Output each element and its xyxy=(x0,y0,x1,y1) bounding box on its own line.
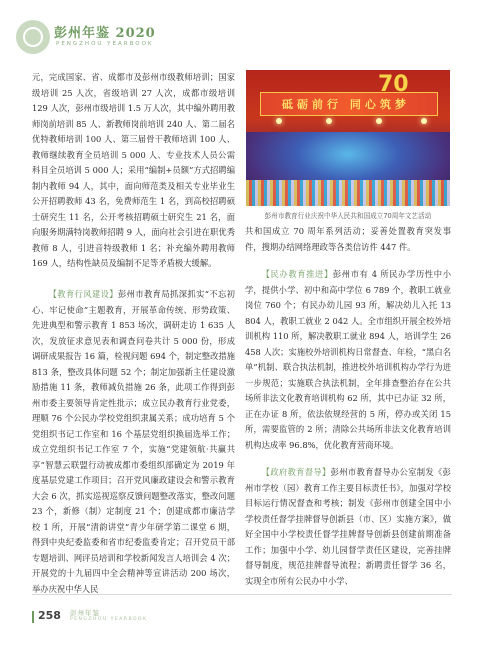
section-tag-education-supervision: 【政府教育督导】 xyxy=(261,467,331,477)
right-column xyxy=(245,224,451,589)
photo-banner-text: 砥砺前行 同心筑梦 xyxy=(282,98,410,111)
footer-subtitle: PENGZHOU YEARBOOK xyxy=(70,617,148,622)
right-paragraph-1: 共和国成立 70 周年系列活动；妥善处置教育突发事件，搜期办结网络理政等各类信访件 447 件。 xyxy=(245,226,451,252)
section-tag-teaching-conduct: 【教育行风建设】 xyxy=(48,289,118,299)
photo-performers xyxy=(246,180,450,206)
event-photo xyxy=(246,70,450,206)
footer-accent-bar xyxy=(32,611,34,623)
stage-light-icon xyxy=(376,118,382,124)
footer-title: 彭州年鉴 xyxy=(70,609,100,617)
left-paragraph-2-text: 彭州市教育局抓深抓实“不忘初心、牢记使命”主题教育，开展革命传统、形势政策、先进典型和警示教育 1 853 场次，调研走访 1 635 人次，发放征求意见表和调查问卷共计 5 000 份，形成调研成果报告 16 篇，检视问题 694 个，制定整改措施 813 条，整改具体问题 52 个；制定加强新主任建设激励措施 11 条，教师减负措施 26 条，此项工作得到彭州市委主要领导肯定性批示；成立民办教育行业党委，理顺 76 个公民办学校党组织隶属关系；成功培育 5 个党组织书记工作室和 16 个基层党组织换届选举工作；成立党组织书记工作室 7 个，实施“党建领航·共赢共享”智慧云联盟行动被成都市委组织部确定为 2019 年度基层党建工作项目；召开党风廉政建设会和警示教育大会 6 次，抓实巡视巡察反馈问题整改落实，整改问题 23 个，新修（制）定制度 21 个；创建成都市廉洁学校 1 所，开展“清韵讲堂”青少年研学第二课堂 6 期，得到中央纪委监委和省市纪委监委肯定；召开党员干部专题培训、网评员培训和学校新闻发言人培训会 4 次；开展党的十九届四中全会精神等宣讲活动 200 场次，举办庆祝中华人民 xyxy=(32,289,235,594)
stage-light-icon xyxy=(326,118,332,124)
left-paragraph-1: 元，完成国家、省、成都市及彭州市级教师培训；国家级培训 25 人次，省级培训 27 人次，成都市级培训 129 人次，彭州市级培训 1.5 万人次，其中编外聘用教师岗前培训 85 人、新教师岗前培训 240 人、第二届名优特教师培训 100 人、第三届骨干教师培训 100 人、教师继续教育全员培训 5 000 人、专业技术人员公需科目全员培训 5 000 人；采用“编制+员额”方式招聘编制内教师 94 人，其中，面向师范类及相关专业毕业生公开招聘教师 43 名，免费师范生 1 名，到高校招聘硕士研究生 11 名，公开考核招聘硕士研究生 21 名，面向服务期满特岗教师招聘 9 人，面向社会引进在职优秀教师 8 人，引进音特级教师 1 名；补充编外聘用教师 169 人，结构性缺员及编制不足等矛盾极大缓解。 xyxy=(32,72,235,268)
left-column xyxy=(32,70,235,597)
yearbook-logo-icon xyxy=(16,20,50,54)
right-paragraph-3-text: 彭州市教育督导办公室制发《彭州市学校（园）教育工作主要目标责任书》，加强对学校目标运行情况督查和考核；制发《彭州市创建全国中小学校责任督学挂牌督导创新县（市、区）实施方案》，做好全国中小学校责任督学挂牌督导创新县创建前期准备工作；加强中小学、幼儿园督学责任区建设，完善挂牌督导制度，规范挂牌督导流程；新聘责任督学 36 名，实现全市所有公民办中小学、 xyxy=(245,467,451,586)
stage-light-icon xyxy=(421,118,427,124)
right-paragraph-2-text: 彭州市有 4 所民办学历性中小学，提供小学、初中和高中学位 6 789 个，教职工就业岗位 760 个；有民办幼儿园 93 所，解决幼儿入托 13 804 人，教职工就业 2 042 人。全市组织开展全校外培训机构 110 所，解决教职工就业 894 人，培训学生 26 458 人次；实施校外培训机构日常督查、年检，“黑白名单”机制、联合执法机制，推进校外培训机构办学行为进一步规范；实施联合执法机制，全年排查整治存在公共场所非法文化教育培训机构 62 所，其中已办证 32 所，正在办证 8 所，依法依规经营的 5 所，停办或关闭 15 所，需要监管的 2 所；清除公共场所非法文化教育培训机构达成率 96.8%，优化教育营商环境。 xyxy=(245,269,451,450)
page-header xyxy=(0,0,480,60)
header-title: 彭州年鉴 2020 xyxy=(54,26,156,41)
stage-light-icon xyxy=(276,118,282,124)
section-tag-private-education: 【民办教育推进】 xyxy=(261,269,333,279)
header-subtitle: PENGZHOU YEARBOOK xyxy=(56,41,154,47)
left-paragraph-2 xyxy=(32,287,235,597)
photo-banner-number: 70 xyxy=(378,72,409,97)
right-paragraph-2 xyxy=(245,267,451,453)
photo-caption: 彭州市教育行业庆祝中华人民共和国成立70周年文艺活动 xyxy=(264,212,432,220)
page-number: 258 xyxy=(38,609,61,622)
right-paragraph-3 xyxy=(245,465,451,589)
footer-divider xyxy=(32,594,452,595)
